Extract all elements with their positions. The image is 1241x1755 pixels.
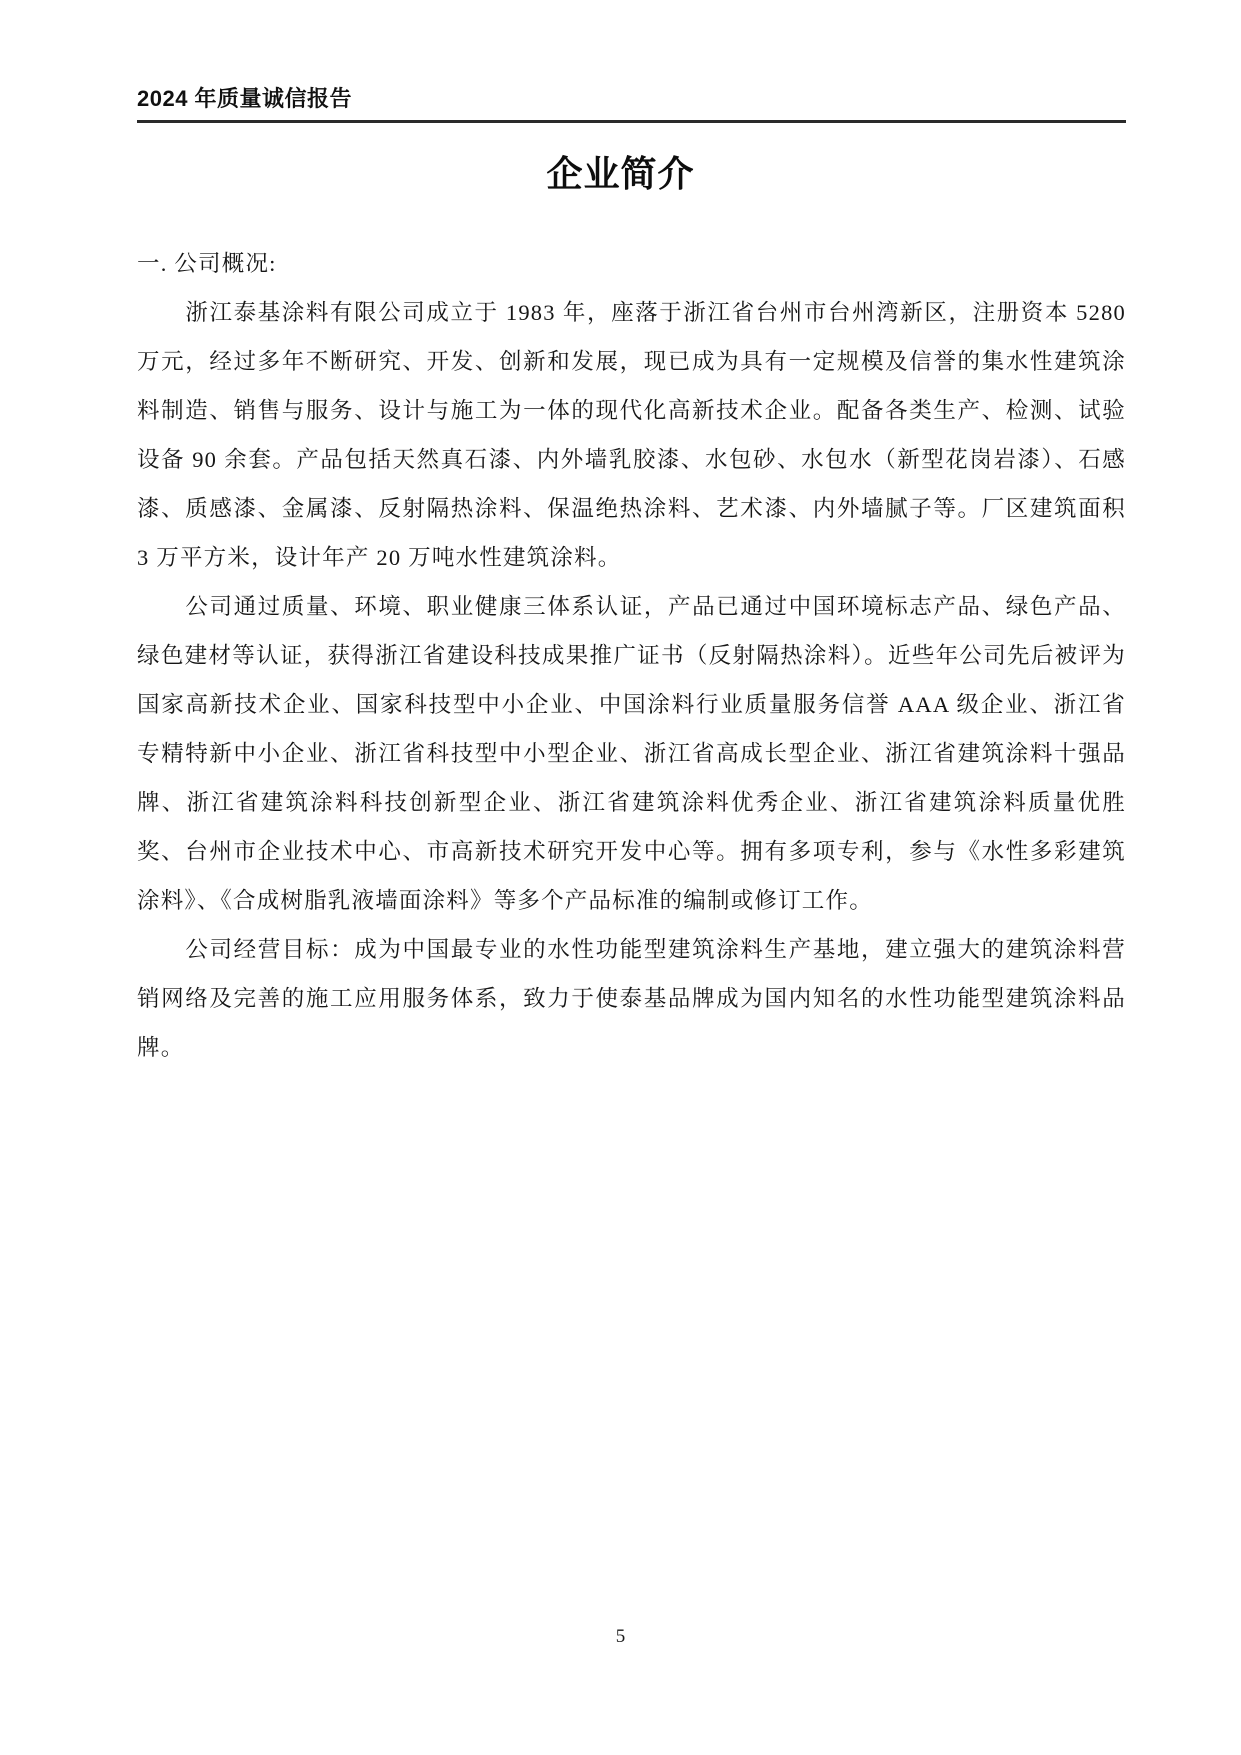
report-header — [137, 86, 1126, 123]
document-body — [137, 239, 1126, 1072]
page-title: 企业简介 — [546, 153, 695, 194]
report-header-title: 2024 年质量诚信报告 — [137, 86, 353, 111]
page-number: 5 — [615, 1626, 626, 1647]
section-heading: 一. 公司概况: — [137, 251, 277, 276]
body-paragraph: 公司通过质量、环境、职业健康三体系认证，产品已通过中国环境标志产品、绿色产品、绿色建材等认证，获得浙江省建设科技成果推广证书（反射隔热涂料）。近些年公司先后被评为国家高新技术企业、国家科技型中小企业、中国涂料行业质量服务信誉 AAA 级企业、浙江省专精特新中小企业、浙江省科技型中小型企业、浙江省高成长型企业、浙江省建筑涂料十强品牌、浙江省建筑涂料科技创新型企业、浙江省建筑涂料优秀企业、浙江省建筑涂料质量优胜奖、台州市企业技术中心、市高新技术研究开发中心等。拥有多项专利，参与《水性多彩建筑涂料》、《合成树脂乳液墙面涂料》等多个产品标准的编制或修订工作。 — [137, 594, 1126, 913]
body-paragraph: 浙江泰基涂料有限公司成立于 1983 年，座落于浙江省台州市台州湾新区，注册资本 5280 万元，经过多年不断研究、开发、创新和发展，现已成为具有一定规模及信誉的集水性建筑涂料制造、销售与服务、设计与施工为一体的现代化高新技术企业。配备各类生产、检测、试验设备 90 余套。产品包括天然真石漆、内外墙乳胶漆、水包砂、水包水（新型花岗岩漆）、石感漆、质感漆、金属漆、反射隔热涂料、保温绝热涂料、艺术漆、内外墙腻子等。厂区建筑面积 3 万平方米，设计年产 20 万吨水性建筑涂料。 — [137, 300, 1126, 570]
body-paragraph: 公司经营目标：成为中国最专业的水性功能型建筑涂料生产基地，建立强大的建筑涂料营销网络及完善的施工应用服务体系，致力于使泰基品牌成为国内知名的水性功能型建筑涂料品牌。 — [137, 937, 1126, 1060]
